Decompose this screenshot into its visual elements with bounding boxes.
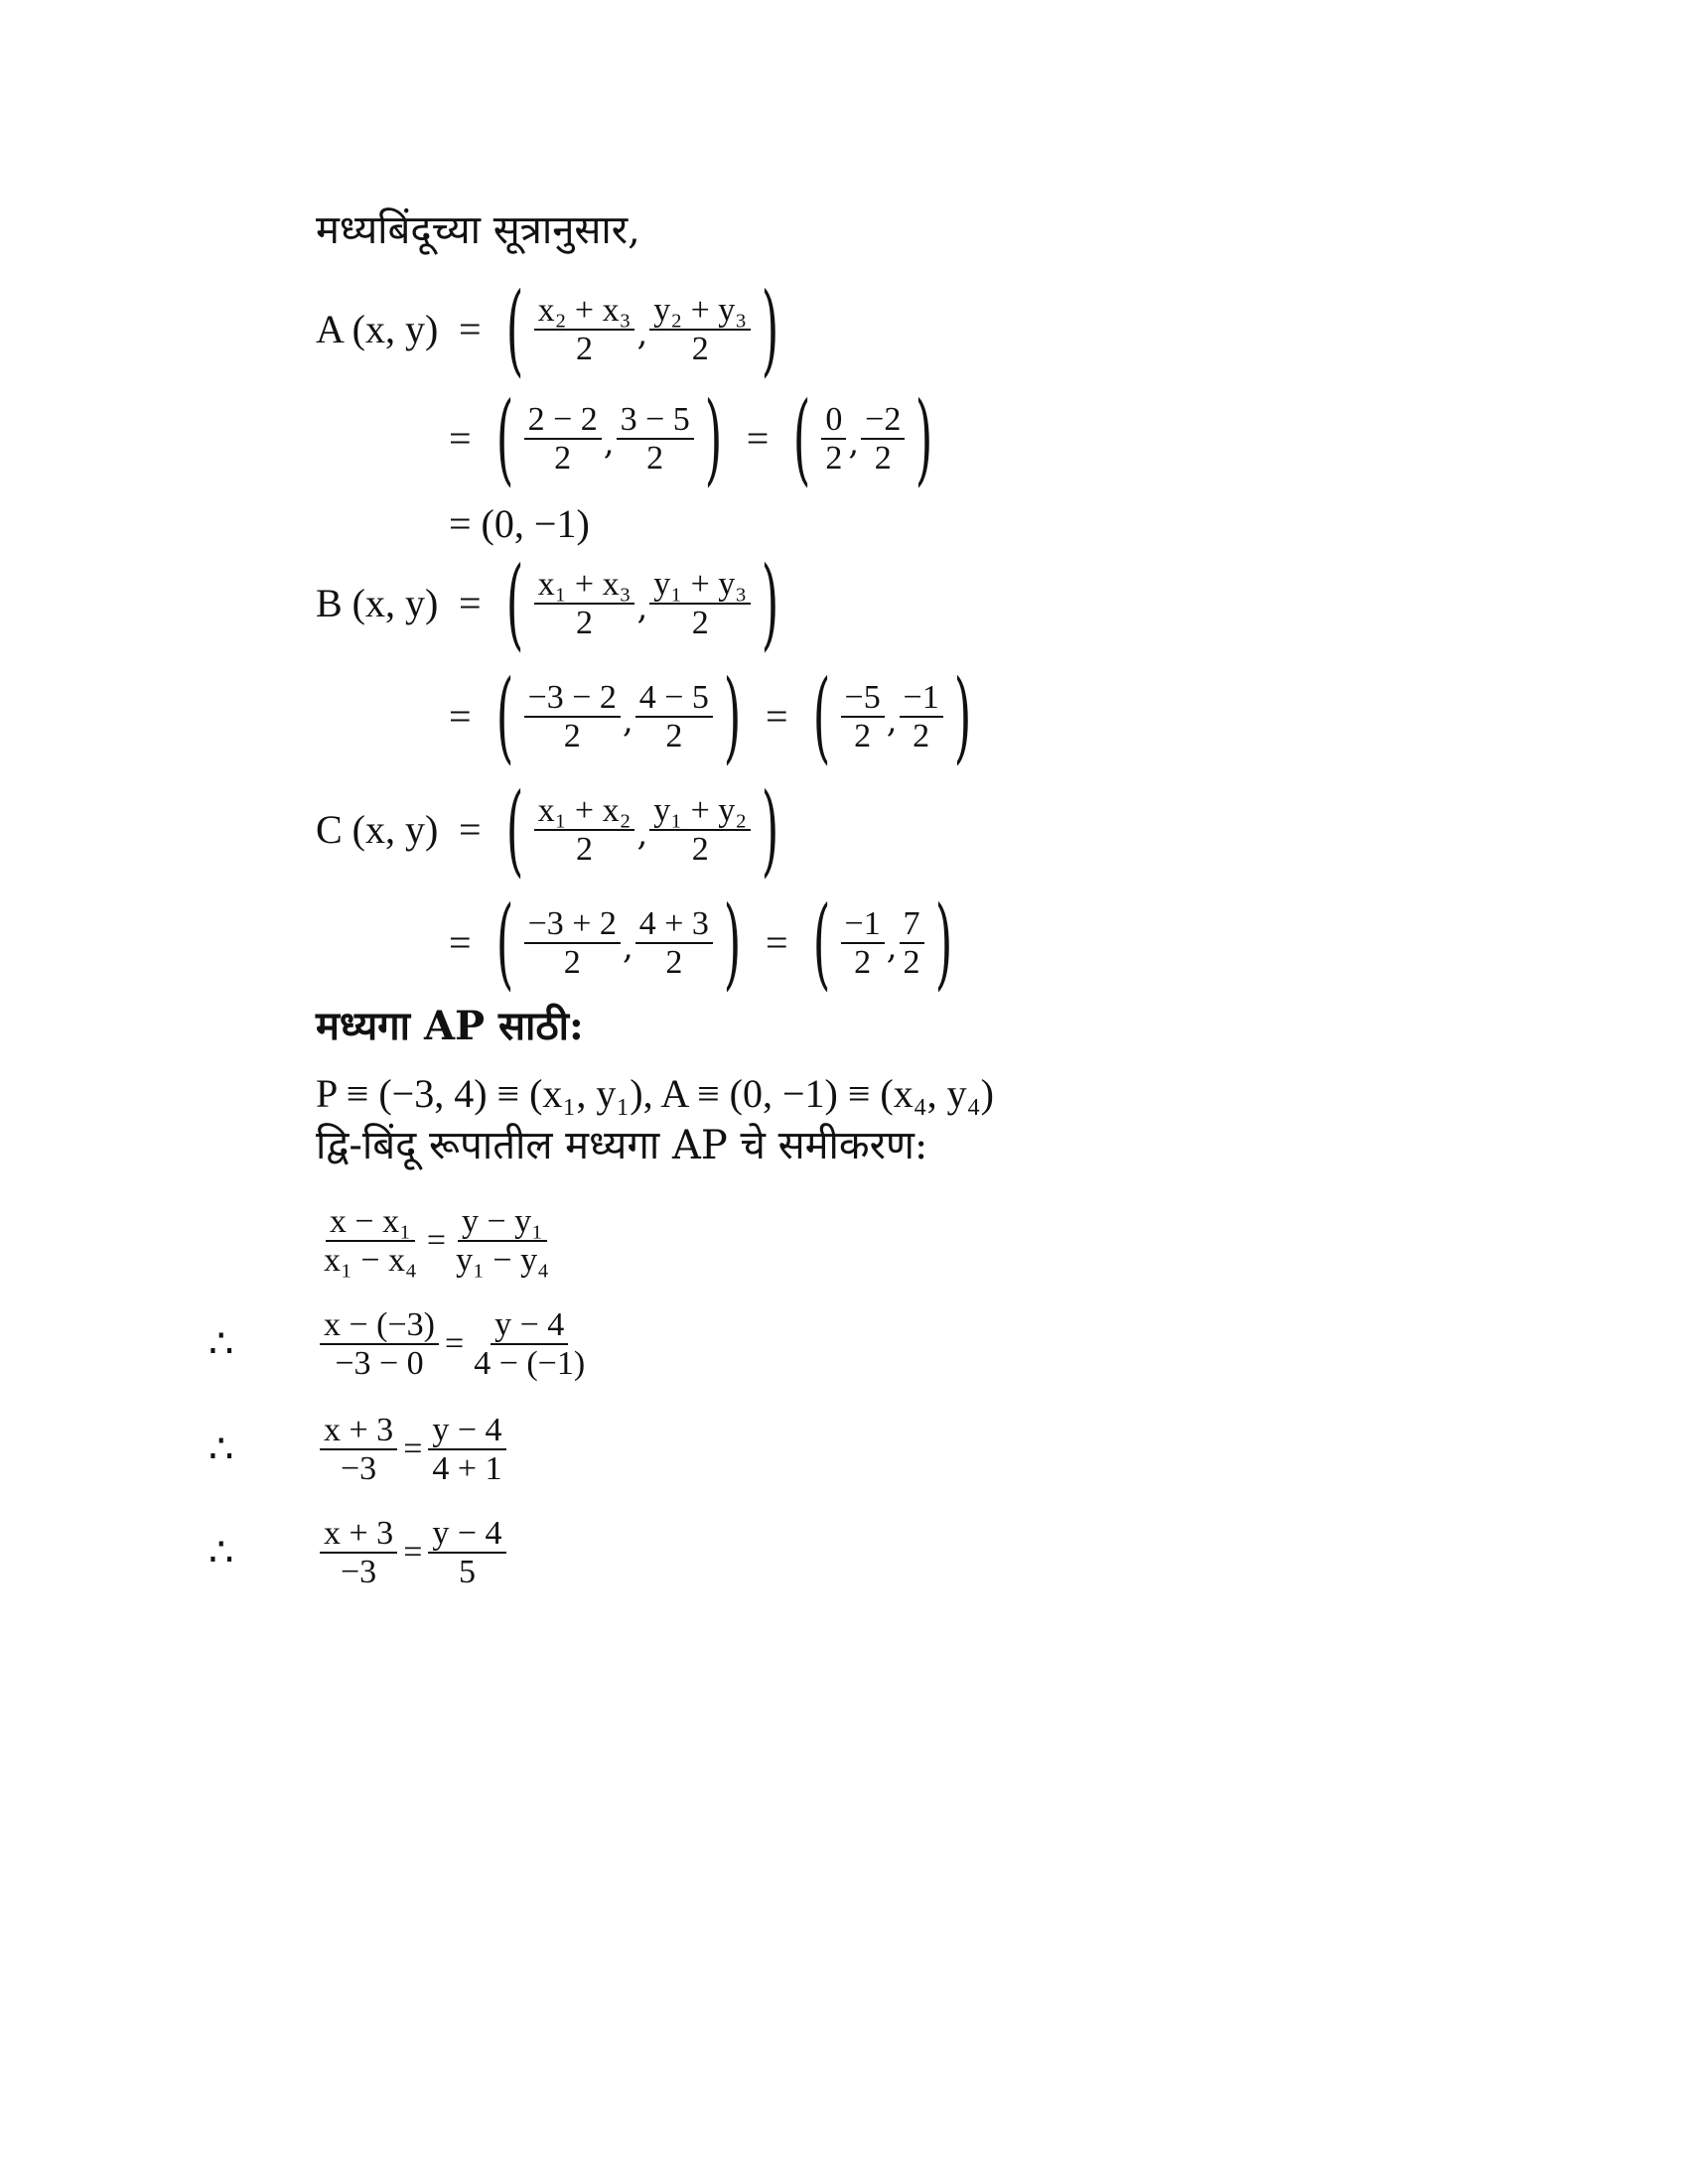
- denominator: y₁ − y₄: [456, 1242, 549, 1279]
- numerator: y₁ + y₃: [649, 566, 751, 605]
- denominator: 2: [825, 440, 843, 477]
- a-formula-y: [649, 292, 751, 368]
- numerator: y − 4: [428, 1412, 505, 1450]
- b-subst-x: [524, 679, 621, 755]
- point-a-substitution: [449, 380, 943, 496]
- heading-midpoint-formula: मध्यबिंदूच्या सूत्रानुसार,: [316, 207, 640, 253]
- numerator: 3 − 5: [617, 401, 694, 440]
- a-subst-y: [617, 401, 694, 478]
- points-assignment-line: P ≡ (−3, 4) ≡ (x₁, y₁), A ≡ (0, −1) ≡ (x₄, y₄): [316, 1071, 994, 1116]
- equals-sign: =: [459, 307, 482, 351]
- paren-open: (: [495, 658, 513, 774]
- denominator: 2: [903, 944, 920, 981]
- c-subst-x: [524, 905, 621, 982]
- point-a-result: = (0, −1): [449, 501, 590, 546]
- denominator: 2: [576, 831, 594, 868]
- denominator: 2: [576, 605, 594, 641]
- numerator: −1: [841, 905, 885, 944]
- comma: ,: [636, 814, 648, 854]
- equals-sign: =: [449, 920, 472, 965]
- comma: ,: [622, 927, 633, 967]
- numerator: 0: [821, 401, 846, 440]
- numerator: x + 3: [320, 1412, 397, 1450]
- paren-close: ): [761, 271, 779, 387]
- numerator: 7: [900, 905, 924, 944]
- equation-intro: द्वि-बिंदू रूपातील मध्यगा AP चे समीकरण:: [316, 1123, 928, 1168]
- paren-close: ): [761, 771, 779, 887]
- denominator: 2: [665, 944, 683, 981]
- numerator: −3 + 2: [524, 905, 621, 944]
- paren-close: ): [723, 885, 742, 1001]
- numerator: y₂ + y₃: [649, 292, 751, 331]
- numerator: −2: [861, 401, 905, 440]
- point-b-label: B (x, y): [316, 581, 439, 625]
- denominator: 2: [554, 440, 572, 477]
- numerator: −3 − 2: [524, 679, 621, 718]
- comma: ,: [603, 423, 615, 463]
- equals-sign: =: [403, 1534, 423, 1570]
- numerator: y − 4: [428, 1515, 505, 1554]
- numerator: 2 − 2: [524, 401, 602, 440]
- point-c-label: C (x, y): [316, 807, 439, 852]
- comma: ,: [636, 588, 648, 627]
- paren-open: (: [495, 380, 513, 496]
- paren-open: (: [812, 658, 830, 774]
- numerator: −5: [841, 679, 885, 718]
- denominator: 2: [691, 605, 709, 641]
- paren-close: ): [704, 380, 723, 496]
- denominator: 2: [854, 944, 872, 981]
- denominator: 5: [458, 1554, 476, 1590]
- c-subst-y: [635, 905, 713, 982]
- equals-sign: =: [449, 694, 472, 739]
- paren-open: (: [505, 271, 523, 387]
- equals-sign: =: [403, 1431, 423, 1467]
- a-formula-x: [534, 292, 635, 368]
- paren-open: (: [505, 771, 523, 887]
- equals-sign: =: [765, 694, 788, 739]
- right-fraction: [428, 1412, 505, 1488]
- equation-step-2: [209, 1295, 589, 1394]
- therefore-symbol: ∴: [209, 1530, 234, 1575]
- left-fraction: [320, 1515, 397, 1591]
- right-fraction: [428, 1515, 505, 1591]
- paren-open: (: [812, 885, 830, 1001]
- denominator: 2: [874, 440, 892, 477]
- paren-open: (: [505, 545, 523, 661]
- denominator: 2: [913, 718, 930, 754]
- equation-step-4: [209, 1503, 506, 1602]
- equals-sign: =: [445, 1325, 465, 1362]
- left-fraction: [320, 1203, 421, 1280]
- point-c-definition: [316, 771, 789, 887]
- paren-close: ): [915, 380, 933, 496]
- denominator: 2: [691, 831, 709, 868]
- paren-close: ): [761, 545, 779, 661]
- point-b-definition: [316, 545, 789, 661]
- denominator: −3: [341, 1554, 377, 1590]
- denominator: −3 − 0: [335, 1345, 424, 1382]
- numerator: 4 + 3: [635, 905, 713, 944]
- equals-sign: =: [765, 920, 788, 965]
- equals-sign: =: [426, 1222, 447, 1259]
- point-c-substitution: [449, 885, 963, 1001]
- equals-sign: =: [459, 581, 482, 625]
- numerator: x − (−3): [320, 1306, 439, 1345]
- point-b-substitution: [449, 658, 982, 774]
- denominator: 2: [563, 944, 581, 981]
- paren-close: ): [723, 658, 742, 774]
- denominator: 4 + 1: [432, 1450, 502, 1487]
- paren-close: ): [953, 658, 972, 774]
- point-a-definition: [316, 271, 789, 387]
- a-subst-x: [524, 401, 602, 478]
- comma: ,: [886, 701, 898, 741]
- right-fraction: [452, 1203, 553, 1280]
- denominator: 4 − (−1): [474, 1345, 586, 1382]
- equals-sign: =: [449, 416, 472, 461]
- c-simpl-y: [900, 905, 924, 982]
- b-subst-y: [635, 679, 713, 755]
- paren-open: (: [793, 380, 811, 496]
- equation-step-1: [209, 1191, 553, 1291]
- therefore-symbol: ∴: [209, 1427, 234, 1472]
- comma: ,: [636, 314, 648, 353]
- c-simpl-x: [841, 905, 885, 982]
- numerator: y − y₁: [458, 1203, 547, 1242]
- comma: ,: [886, 927, 898, 967]
- denominator: 2: [691, 331, 709, 367]
- left-fraction: [320, 1412, 397, 1488]
- numerator: x₁ + x₃: [534, 566, 635, 605]
- c-formula-y: [649, 792, 751, 869]
- comma: ,: [622, 701, 633, 741]
- b-simpl-y: [900, 679, 943, 755]
- comma: ,: [848, 423, 860, 463]
- point-a-label: A (x, y): [316, 307, 439, 351]
- denominator: 2: [854, 718, 872, 754]
- b-formula-x: [534, 566, 635, 642]
- c-formula-x: [534, 792, 635, 869]
- b-formula-y: [649, 566, 751, 642]
- numerator: x − x₁: [326, 1203, 415, 1242]
- therefore-symbol: ∴: [209, 1321, 234, 1367]
- numerator: −1: [900, 679, 943, 718]
- b-simpl-x: [841, 679, 885, 755]
- paren-open: (: [495, 885, 513, 1001]
- left-fraction: [320, 1306, 439, 1383]
- denominator: 2: [576, 331, 594, 367]
- a-simpl-y: [861, 401, 905, 478]
- denominator: 2: [665, 718, 683, 754]
- numerator: y − 4: [491, 1306, 568, 1345]
- denominator: 2: [563, 718, 581, 754]
- right-fraction: [470, 1306, 589, 1383]
- equals-sign: =: [459, 807, 482, 852]
- denominator: x₁ − x₄: [324, 1242, 417, 1279]
- heading-median-ap: मध्यगा AP साठी:: [316, 1003, 584, 1049]
- denominator: 2: [646, 440, 664, 477]
- numerator: y₁ + y₂: [649, 792, 751, 831]
- equation-step-3: [209, 1400, 506, 1499]
- numerator: x + 3: [320, 1515, 397, 1554]
- numerator: x₁ + x₂: [534, 792, 635, 831]
- a-simpl-x: [821, 401, 846, 478]
- denominator: −3: [341, 1450, 377, 1487]
- numerator: x₂ + x₃: [534, 292, 635, 331]
- numerator: 4 − 5: [635, 679, 713, 718]
- paren-close: ): [934, 885, 952, 1001]
- equals-sign: =: [746, 416, 770, 461]
